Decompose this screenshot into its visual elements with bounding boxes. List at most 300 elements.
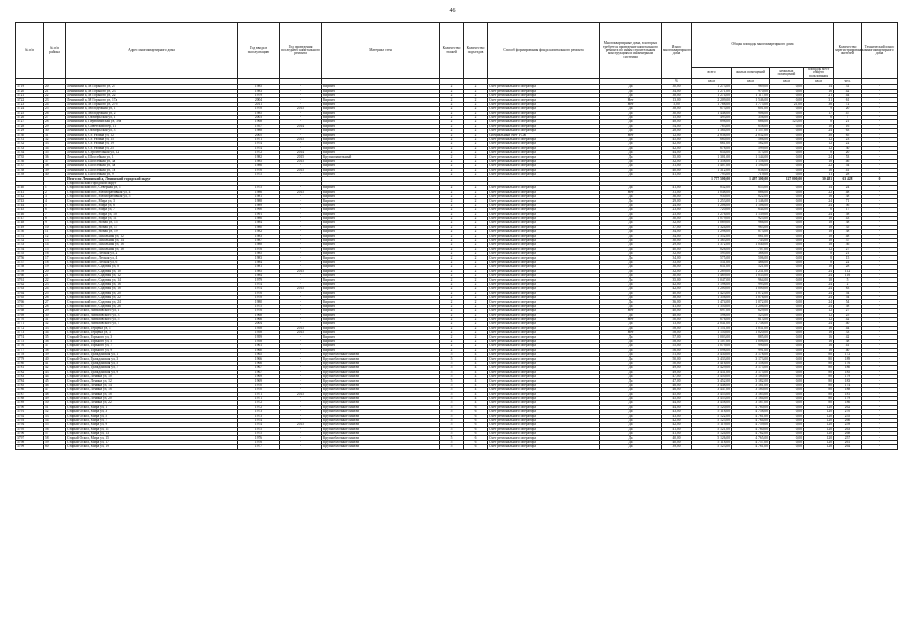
table-cell: Ленинский а, Ст. Разина ул, 15 <box>66 137 238 141</box>
table-cell: 3730 <box>16 133 44 137</box>
table-cell: Да <box>600 379 662 383</box>
table-cell: Счет регионального оператора <box>488 199 600 203</box>
table-cell: 16 <box>804 89 834 93</box>
table-cell: 1970 <box>238 383 280 387</box>
table-cell: Кирпич <box>322 278 440 282</box>
table-cell: 1 031,00 <box>732 326 770 330</box>
table-cell: 5 123,00 <box>692 445 732 449</box>
table-cell: 2 <box>464 278 488 282</box>
table-cell: Да <box>600 445 662 449</box>
table-cell: 655,00 <box>732 186 770 190</box>
table-cell: 2 <box>464 243 488 247</box>
table-cell: Кирпич <box>322 234 440 238</box>
table-cell: 3786 <box>16 388 44 392</box>
table-cell: 36 <box>834 243 862 247</box>
table-cell: Нет <box>600 331 662 335</box>
table-cell: 26 <box>44 295 66 299</box>
table-cell: 4 761,00 <box>732 414 770 418</box>
table-cell: 14 <box>804 186 834 190</box>
table-cell: 873,00 <box>732 230 770 234</box>
table-cell: Счет регионального оператора <box>488 203 600 207</box>
table-cell: 2 <box>440 221 464 225</box>
table-cell: 24 <box>804 304 834 308</box>
table-cell: 0,00 <box>770 151 804 155</box>
table-cell: 54 <box>44 418 66 422</box>
table-cell: 120 <box>804 427 834 431</box>
table-cell: 2015 <box>280 392 322 396</box>
table-cell: Старый Оскол, Ленина ул, 20 <box>66 396 238 400</box>
table-cell: - <box>862 146 898 150</box>
table-cell: Старопольский пос, Новая ул, 17 <box>66 225 238 229</box>
column-header: Год ввода в эксплуатацию <box>238 23 280 79</box>
table-cell: - <box>862 94 898 98</box>
table-cell: Старый Оскол, Гражданская ул, 5 <box>66 361 238 365</box>
table-cell: 25 <box>834 313 862 317</box>
table-cell: 991,00 <box>732 348 770 352</box>
table-cell: 3753 <box>16 243 44 247</box>
table-cell: 1 448,00 <box>692 111 732 115</box>
table-cell: 16 <box>44 252 66 256</box>
table-cell: 270 <box>834 410 862 414</box>
table-cell: Счет регионального оператора <box>488 291 600 295</box>
table-cell: Кирпич <box>322 190 440 194</box>
table-cell: - <box>862 194 898 198</box>
table-cell: 885,00 <box>732 335 770 339</box>
table-cell: - <box>862 98 898 102</box>
table-cell: Да <box>600 432 662 436</box>
table-cell: 4 764,00 <box>732 418 770 422</box>
table-cell: Счет регионального оператора <box>488 295 600 299</box>
table-cell: 4 760,00 <box>732 427 770 431</box>
table-cell: 32,00 <box>662 269 692 273</box>
table-cell: Да <box>600 243 662 247</box>
table-cell: 24 <box>804 322 834 326</box>
table-cell: 54 <box>834 300 862 304</box>
table-cell: 3 184,00 <box>732 396 770 400</box>
table-cell: 1 474,00 <box>692 300 732 304</box>
table-cell: 33 <box>834 331 862 335</box>
table-cell: - <box>862 331 898 335</box>
table-cell: - <box>280 396 322 400</box>
table-cell: 44 <box>44 375 66 379</box>
table-cell: Кирпич <box>322 208 440 212</box>
table-cell: 14 <box>44 243 66 247</box>
table-cell: - <box>862 388 898 392</box>
table-cell: 40,00 <box>662 440 692 444</box>
table-cell: 33,00 <box>662 260 692 264</box>
table-cell: 4 <box>44 199 66 203</box>
table-cell: - <box>280 418 322 422</box>
table-cell: Старопольский пос, Садовая ул, 10 <box>66 269 238 273</box>
table-cell: 2 <box>464 98 488 102</box>
table-cell: Крупноблочные панели <box>322 366 440 370</box>
table-cell: 44,00 <box>662 401 692 405</box>
table-cell: 0,00 <box>770 243 804 247</box>
table-cell: 44 <box>834 326 862 330</box>
table-cell: Кирпич <box>322 252 440 256</box>
table-cell: Кирпич <box>322 124 440 128</box>
table-cell: Счет регионального оператора <box>488 287 600 291</box>
table-cell: Счет регионального оператора <box>488 339 600 343</box>
table-cell: 5 <box>440 427 464 431</box>
table-cell: 30,00 <box>662 274 692 278</box>
table-cell: - <box>280 410 322 414</box>
table-cell: 5 <box>440 388 464 392</box>
table-cell: 6 <box>464 423 488 427</box>
table-cell: 18 <box>804 278 834 282</box>
table-cell: 4 <box>464 366 488 370</box>
table-cell: 3722 <box>16 98 44 102</box>
table-cell: - <box>862 392 898 396</box>
table-cell: 179 <box>834 375 862 379</box>
table-cell: 0,00 <box>770 107 804 111</box>
table-cell: 56,00 <box>662 348 692 352</box>
table-cell: Да <box>600 326 662 330</box>
table-cell: 2 <box>464 151 488 155</box>
table-cell: 24 <box>804 291 834 295</box>
table-cell: Кирпич <box>322 216 440 220</box>
table-cell: - <box>862 414 898 418</box>
table-cell: 2015 <box>280 168 322 172</box>
table-cell: Кирпич <box>322 107 440 111</box>
table-cell: 2 <box>464 252 488 256</box>
table-cell: 1 384,00 <box>692 129 732 133</box>
table-cell: 2 <box>464 339 488 343</box>
table-cell: 188 <box>834 388 862 392</box>
table-cell: Старопольский пос, Садовая ул, 8 <box>66 265 238 269</box>
table-cell: 255 <box>834 414 862 418</box>
table-cell: 48 <box>44 392 66 396</box>
table-cell: 30,00 <box>662 85 692 89</box>
table-cell: 2 <box>464 322 488 326</box>
table-cell: 19 <box>44 265 66 269</box>
table-cell: 41 <box>834 168 862 172</box>
table-cell: 963,00 <box>732 225 770 229</box>
table-cell: 1957 <box>238 124 280 128</box>
table-cell: 2 <box>440 124 464 128</box>
table-cell: 37 <box>834 238 862 242</box>
table-cell: Кирпич <box>322 142 440 146</box>
table-cell: 0,00 <box>770 173 804 177</box>
table-cell: - <box>862 295 898 299</box>
table-cell: 1 035,00 <box>732 274 770 278</box>
table-cell: Да <box>600 208 662 212</box>
table-cell: - <box>862 199 898 203</box>
table-cell: - <box>862 304 898 308</box>
table-cell: - <box>280 366 322 370</box>
table-cell: Кирпич <box>322 111 440 115</box>
table-cell: Счет регионального оператора <box>488 269 600 273</box>
table-cell: Старый Оскол, Мира ул, 13 <box>66 432 238 436</box>
table-cell: 4 <box>464 357 488 361</box>
table-cell: - <box>862 309 898 313</box>
table-cell: 0,00 <box>770 366 804 370</box>
table-cell: 0,00 <box>770 155 804 159</box>
table-cell: 1974 <box>238 287 280 291</box>
table-cell: 21 <box>44 274 66 278</box>
table-cell: 44,00 <box>662 151 692 155</box>
table-cell: 45,00 <box>662 396 692 400</box>
table-cell: 966,00 <box>732 221 770 225</box>
table-cell: 2 <box>440 252 464 256</box>
table-cell: Да <box>600 388 662 392</box>
table-cell: 3 430,00 <box>692 353 732 357</box>
table-cell: 1958 <box>238 326 280 330</box>
table-cell: Кирпич <box>322 256 440 260</box>
table-cell: Старопольский пос, Мелиоративная ул, 5 <box>66 194 238 198</box>
table-cell: 2 <box>464 194 488 198</box>
table-cell: - <box>862 432 898 436</box>
table-cell: 25 <box>44 107 66 111</box>
table-cell: 3 416,00 <box>692 361 732 365</box>
table-cell: 1966 <box>238 361 280 365</box>
table-cell: - <box>280 295 322 299</box>
table-cell: Старопольский пос, Мира ул, 7 <box>66 208 238 212</box>
table-cell: Счет регионального оператора <box>488 252 600 256</box>
table-cell: 2 <box>440 129 464 133</box>
table-cell: 1975 <box>238 432 280 436</box>
table-cell: Да <box>600 353 662 357</box>
table-cell: 6 <box>464 418 488 422</box>
table-cell: 0,00 <box>770 322 804 326</box>
table-cell: 1 144,00 <box>732 155 770 159</box>
table-cell: 1971 <box>238 137 280 141</box>
table-cell: Счет регионального оператора <box>488 418 600 422</box>
table-cell: 2 <box>464 230 488 234</box>
table-cell: 43 <box>834 216 862 220</box>
table-cell: 3762 <box>16 282 44 286</box>
table-cell: - <box>862 225 898 229</box>
table-cell: Крупноблочные панели <box>322 432 440 436</box>
table-cell: 493,00 <box>692 115 732 119</box>
table-cell: 0,00 <box>770 234 804 238</box>
table-cell: 176 <box>834 361 862 365</box>
table-cell: - <box>862 151 898 155</box>
table-cell: Счет регионального оператора <box>488 432 600 436</box>
unit-header: кв.м <box>770 79 804 85</box>
table-cell: Кирпич <box>322 313 440 317</box>
table-cell: 0,00 <box>770 199 804 203</box>
table-cell: Да <box>600 260 662 264</box>
table-cell: 32 <box>44 322 66 326</box>
table-cell: 46 <box>44 383 66 387</box>
table-cell: 1 356,00 <box>692 295 732 299</box>
table-cell: - <box>280 243 322 247</box>
table-cell: 16 <box>834 124 862 128</box>
table-cell: Да <box>600 427 662 431</box>
table-cell: 1985 <box>238 269 280 273</box>
table-cell: Счет регионального оператора <box>488 256 600 260</box>
table-cell: 9 <box>804 107 834 111</box>
table-cell: 2 <box>464 234 488 238</box>
table-cell: 1974 <box>238 418 280 422</box>
table-cell: 266 <box>834 418 862 422</box>
table-cell: 3 175,00 <box>732 366 770 370</box>
table-cell: 2 <box>440 199 464 203</box>
table-cell: 1982 <box>238 155 280 159</box>
table-cell: Счет регионального оператора <box>488 107 600 111</box>
table-cell: 6 <box>464 427 488 431</box>
table-cell: 1 407,00 <box>692 164 732 168</box>
table-cell: 993,00 <box>732 282 770 286</box>
table-cell: 28 <box>44 304 66 308</box>
table-cell: 3795 <box>16 427 44 431</box>
table-cell: Да <box>600 252 662 256</box>
table-cell: 3744 <box>16 203 44 207</box>
table-cell: Кирпич <box>322 137 440 141</box>
table-cell: 1980 <box>238 225 280 229</box>
table-cell: Крупноблочные панели <box>322 436 440 440</box>
table-cell: Старопольский пос, Новая ул, 19 <box>66 230 238 234</box>
table-cell: 10 <box>44 225 66 229</box>
table-cell: Да <box>600 203 662 207</box>
table-cell: 3 178,00 <box>732 353 770 357</box>
table-cell: 8 <box>804 120 834 124</box>
table-cell: 1976 <box>238 440 280 444</box>
table-cell: 12 <box>804 247 834 251</box>
table-cell: 1 072,00 <box>732 300 770 304</box>
column-header: Количество этажей <box>440 23 464 79</box>
table-cell: 40 <box>834 348 862 352</box>
table-cell: Счет регионального оператора <box>488 423 600 427</box>
table-cell: 2 <box>464 89 488 93</box>
table-cell: 2 <box>464 287 488 291</box>
table-cell: Да <box>600 247 662 251</box>
table-cell: 3790 <box>16 405 44 409</box>
table-cell: - <box>862 247 898 251</box>
table-cell: 58 <box>834 304 862 308</box>
table-cell: 120 <box>804 410 834 414</box>
table-cell: - <box>862 383 898 387</box>
table-cell: 80 <box>804 353 834 357</box>
table-cell: 2 <box>440 309 464 313</box>
table-cell: 2 <box>440 230 464 234</box>
table-cell: 466,00 <box>732 260 770 264</box>
table-cell: 1 076,00 <box>732 295 770 299</box>
table-cell: 31,00 <box>662 190 692 194</box>
table-cell: 58 <box>834 212 862 216</box>
table-cell: 47 <box>44 388 66 392</box>
table-cell: 2 <box>440 300 464 304</box>
table-cell: 24 <box>834 186 862 190</box>
table-cell: 3791 <box>16 410 44 414</box>
table-cell: 2 <box>464 133 488 137</box>
table-cell: 658,00 <box>732 124 770 128</box>
table-cell: 1958 <box>238 339 280 343</box>
table-cell: 1980 <box>238 300 280 304</box>
table-cell: 2 <box>440 348 464 352</box>
table-cell: Да <box>600 265 662 269</box>
table-cell: 1966 <box>238 357 280 361</box>
table-cell: Кирпич <box>322 186 440 190</box>
table-cell: 0,00 <box>770 203 804 207</box>
column-header: № п/п района <box>44 23 66 79</box>
table-cell: Старый Оскол, Ленина ул, 10 <box>66 375 238 379</box>
table-cell: 2015 <box>280 137 322 141</box>
table-cell: Крупноблочные панели <box>322 361 440 365</box>
table-cell: - <box>862 265 898 269</box>
table-cell: Да <box>600 234 662 238</box>
table-cell: - <box>862 366 898 370</box>
table-cell: Крупноблочные панели <box>322 392 440 396</box>
table-cell: 0,00 <box>770 339 804 343</box>
table-cell: - <box>862 252 898 256</box>
table-cell: 2 <box>440 238 464 242</box>
table-cell: 33 <box>44 142 66 146</box>
table-cell: 2 <box>440 107 464 111</box>
table-cell: 1971 <box>238 396 280 400</box>
table-cell: - <box>862 313 898 317</box>
table-cell: 41,00 <box>662 304 692 308</box>
table-cell: Да <box>600 107 662 111</box>
table-cell: 31 <box>834 85 862 89</box>
table-cell: 1 079,00 <box>692 216 732 220</box>
table-cell: Кирпич <box>322 115 440 119</box>
table-cell: - <box>862 410 898 414</box>
table-cell: 26 <box>44 111 66 115</box>
table-cell: 5 <box>440 423 464 427</box>
table-cell: 5 <box>440 418 464 422</box>
table-cell: Старопольский пос, Садовая ул, 20 <box>66 291 238 295</box>
table-cell: 0,00 <box>770 326 804 330</box>
table-cell: Счет регионального оператора <box>488 370 600 374</box>
table-cell: 37 <box>44 344 66 348</box>
table-cell: 23,00 <box>662 208 692 212</box>
table-cell: Счет регионального оператора <box>488 129 600 133</box>
table-cell: 0,00 <box>770 436 804 440</box>
table-cell: 707,00 <box>732 247 770 251</box>
table-cell: 3 447,00 <box>692 388 732 392</box>
table-cell: Да <box>600 357 662 361</box>
table-cell: Старопольский пос, Мира ул, 10 <box>66 212 238 216</box>
table-cell: - <box>862 423 898 427</box>
table-cell: Ленинский а, М Горького ул, 22 <box>66 94 238 98</box>
table-cell: Счет регионального оператора <box>488 405 600 409</box>
table-cell: 5 <box>440 370 464 374</box>
table-cell: 0,00 <box>770 344 804 348</box>
table-cell: Счет регионального оператора <box>488 414 600 418</box>
table-cell: Да <box>600 137 662 141</box>
table-cell: 24 <box>804 212 834 216</box>
table-cell: 1973 <box>238 410 280 414</box>
table-cell: Кирпич <box>322 89 440 93</box>
table-cell: 0,00 <box>770 146 804 150</box>
table-cell: 1 274,00 <box>692 94 732 98</box>
table-cell: 3749 <box>16 225 44 229</box>
table-cell: Кирпич <box>322 274 440 278</box>
table-cell: 2 <box>464 173 488 177</box>
table-cell: 56 <box>834 203 862 207</box>
table-cell: 2015 <box>280 190 322 194</box>
table-cell: 3 431,00 <box>692 370 732 374</box>
table-row <box>16 445 898 449</box>
table-cell: 30 <box>44 313 66 317</box>
table-cell: 3 158,00 <box>732 361 770 365</box>
table-cell: Счет регионального оператора <box>488 260 600 264</box>
table-cell: 2 <box>464 326 488 330</box>
table-cell: 24 <box>804 155 834 159</box>
table-cell: Старый Оскол, Мира ул, 15 <box>66 436 238 440</box>
table-cell: 4 <box>464 375 488 379</box>
table-cell: 2 <box>464 256 488 260</box>
table-cell: 1 156,00 <box>732 159 770 163</box>
table-cell: 2 <box>464 168 488 172</box>
table-cell: 5 <box>440 383 464 387</box>
table-cell: 3741 <box>16 190 44 194</box>
table-cell: Счет регионального оператора <box>488 322 600 326</box>
table-cell: - <box>862 396 898 400</box>
table-cell: 2 <box>440 98 464 102</box>
